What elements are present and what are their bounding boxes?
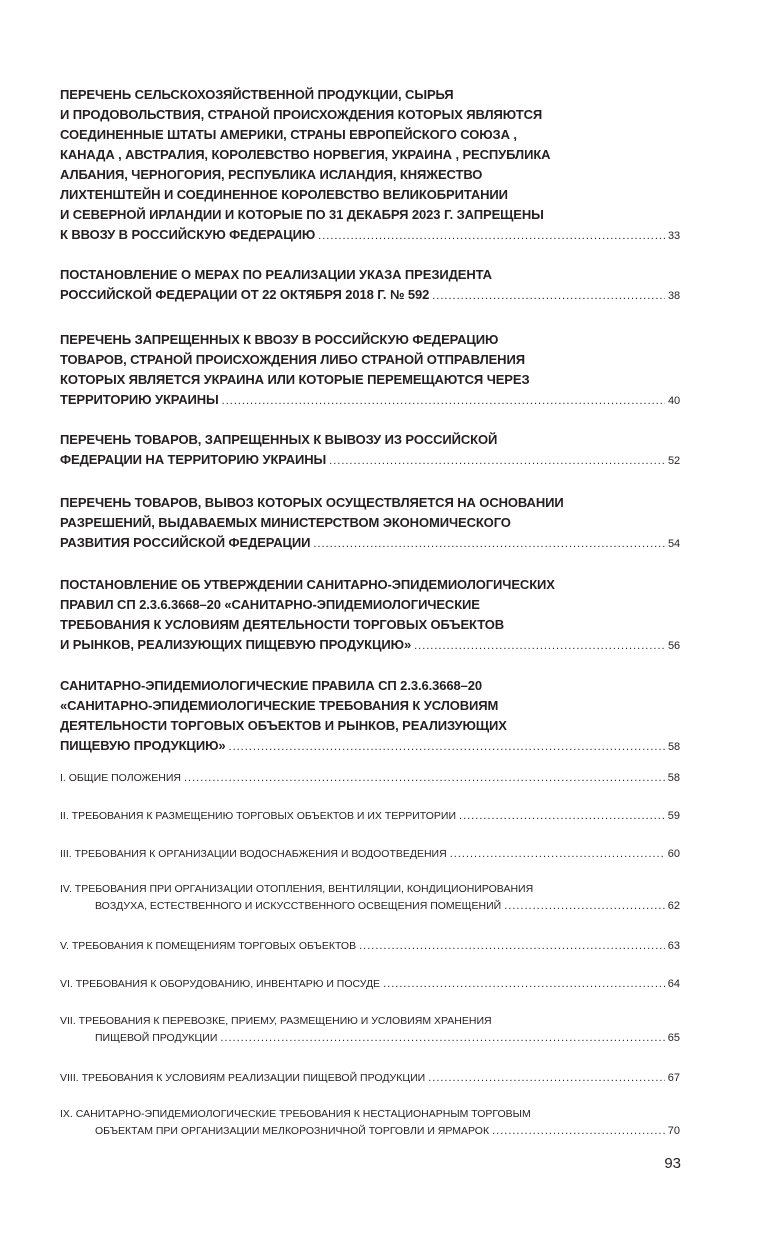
- toc-entry[interactable]: [60, 85, 680, 246]
- toc-entry-title: ПИЩЕВУЮ ПРОДУКЦИЮ»: [60, 738, 226, 753]
- toc-page-number: 63: [667, 940, 680, 952]
- toc-page-number: 58: [667, 741, 680, 753]
- toc-entry[interactable]: [60, 676, 680, 757]
- dot-leader: [229, 737, 665, 757]
- toc-entry[interactable]: [60, 1106, 680, 1140]
- toc-entry-last-line: [60, 846, 680, 863]
- toc-entry-title: I. ОБЩИЕ ПОЛОЖЕНИЯ: [60, 772, 181, 784]
- toc-entry-last-line: [60, 1070, 680, 1087]
- toc-entry-title: II. ТРЕБОВАНИЯ К РАЗМЕЩЕНИЮ ТОРГОВЫХ ОБЪЕКТОВ И ИХ ТЕРРИТОРИИ: [60, 810, 457, 822]
- toc-page-number: 60: [667, 848, 680, 860]
- toc-entry-last-line: [60, 1123, 680, 1140]
- toc-entry-title: К ВВОЗУ В РОССИЙСКУЮ ФЕДЕРАЦИЮ: [60, 227, 316, 242]
- toc-entry-last-line: [60, 225, 680, 246]
- toc-page-number: 54: [667, 538, 680, 550]
- toc-entry-line: САНИТАРНО-ЭПИДЕМИОЛОГИЧЕСКИЕ ПРАВИЛА СП 2.3.6.3668–20: [60, 678, 483, 693]
- toc-entry[interactable]: [60, 938, 680, 955]
- dot-leader: [504, 898, 665, 915]
- toc-entry-title: ОБЪЕКТАМ ПРИ ОРГАНИЗАЦИИ МЕЛКОРОЗНИЧНОЙ ТОРГОВЛИ И ЯРМАРОК: [95, 1125, 490, 1137]
- toc-entry-last-line: [60, 938, 680, 955]
- toc-entry[interactable]: [60, 493, 680, 554]
- toc-entry-last-line: [60, 736, 680, 757]
- toc-page-number: 70: [667, 1125, 680, 1137]
- toc-page-number: 62: [667, 900, 680, 912]
- toc-entry-line: ТОВАРОВ, СТРАНОЙ ПРОИСХОЖДЕНИЯ ЛИБО СТРАНОЙ ОТПРАВЛЕНИЯ: [60, 352, 525, 367]
- toc-entry[interactable]: [60, 430, 680, 471]
- toc-entry-last-line: [60, 770, 680, 787]
- toc-entry-last-line: [60, 976, 680, 993]
- dot-leader: [318, 226, 665, 246]
- toc-entry-last-line: [60, 1030, 680, 1047]
- toc-entry-line: IX. САНИТАРНО-ЭПИДЕМИОЛОГИЧЕСКИЕ ТРЕБОВАНИЯ К НЕСТАЦИОНАРНЫМ ТОРГОВЫМ: [60, 1108, 531, 1120]
- toc-entry-title: ПИЩЕВОЙ ПРОДУКЦИИ: [95, 1032, 218, 1044]
- toc-page-number: 64: [667, 978, 680, 990]
- toc-entry-title: РОССИЙСКОЙ ФЕДЕРАЦИИ ОТ 22 ОКТЯБРЯ 2018 Г. № 592: [60, 287, 430, 302]
- dot-leader: [383, 976, 665, 993]
- toc-entry[interactable]: [60, 1013, 680, 1047]
- toc-entry-last-line: [60, 533, 680, 554]
- dot-leader: [184, 770, 665, 787]
- toc-entry-line: АЛБАНИЯ, ЧЕРНОГОРИЯ, РЕСПУБЛИКА ИСЛАНДИЯ, КНЯЖЕСТВО: [60, 167, 483, 182]
- toc-entry-last-line: [60, 390, 680, 411]
- toc-entry[interactable]: [60, 846, 680, 863]
- toc-entry-line: ДЕЯТЕЛЬНОСТИ ТОРГОВЫХ ОБЪЕКТОВ И РЫНКОВ, РЕАЛИЗУЮЩИХ: [60, 718, 507, 733]
- toc-entry-last-line: [60, 808, 680, 825]
- toc-entry[interactable]: [60, 1070, 680, 1087]
- toc-entry-line: И ПРОДОВОЛЬСТВИЯ, СТРАНОЙ ПРОИСХОЖДЕНИЯ КОТОРЫХ ЯВЛЯЮТСЯ: [60, 107, 543, 122]
- dot-leader: [414, 636, 665, 656]
- toc-entry[interactable]: [60, 976, 680, 993]
- toc-entry-line: ПЕРЕЧЕНЬ ТОВАРОВ, ЗАПРЕЩЕННЫХ К ВЫВОЗУ ИЗ РОССИЙСКОЙ: [60, 432, 498, 447]
- toc-entry-title: VI. ТРЕБОВАНИЯ К ОБОРУДОВАНИЮ, ИНВЕНТАРЮ И ПОСУДЕ: [60, 978, 381, 990]
- toc-entry-line: ПЕРЕЧЕНЬ СЕЛЬСКОХОЗЯЙСТВЕННОЙ ПРОДУКЦИИ, СЫРЬЯ: [60, 87, 454, 102]
- toc-page-number: 40: [667, 395, 680, 407]
- toc-entry-line: КОТОРЫХ ЯВЛЯЕТСЯ УКРАИНА ИЛИ КОТОРЫЕ ПЕРЕМЕЩАЮТСЯ ЧЕРЕЗ: [60, 372, 530, 387]
- page-number: 93: [664, 1155, 681, 1172]
- toc-page-number: 56: [667, 640, 680, 652]
- toc-entry-line: И СЕВЕРНОЙ ИРЛАНДИИ И КОТОРЫЕ ПО 31 ДЕКАБРЯ 2023 Г. ЗАПРЕЩЕНЫ: [60, 207, 544, 222]
- dot-leader: [222, 391, 665, 411]
- toc-entry-line: КАНАДА , АВСТРАЛИЯ, КОРОЛЕВСТВО НОРВЕГИЯ, УКРАИНА , РЕСПУБЛИКА: [60, 147, 551, 162]
- toc-entry-title: РАЗВИТИЯ РОССИЙСКОЙ ФЕДЕРАЦИИ: [60, 535, 311, 550]
- toc-entry-line: ПОСТАНОВЛЕНИЕ ОБ УТВЕРЖДЕНИИ САНИТАРНО-ЭПИДЕМИОЛОГИЧЕСКИХ: [60, 577, 555, 592]
- toc-entry[interactable]: [60, 265, 680, 306]
- toc-entry-line: СОЕДИНЕННЫЕ ШТАТЫ АМЕРИКИ, СТРАНЫ ЕВРОПЕЙСКОГО СОЮЗА ,: [60, 127, 517, 142]
- toc-page-number: 59: [667, 810, 680, 822]
- dot-leader: [459, 808, 665, 825]
- toc-entry[interactable]: [60, 770, 680, 787]
- dot-leader: [428, 1070, 665, 1087]
- toc-page-number: 65: [667, 1032, 680, 1044]
- toc-page-number: 58: [667, 772, 680, 784]
- toc-entry-last-line: [60, 450, 680, 471]
- toc-entry-title: ФЕДЕРАЦИИ НА ТЕРРИТОРИЮ УКРАИНЫ: [60, 452, 327, 467]
- toc-entry-line: ПРАВИЛ СП 2.3.6.3668–20 «САНИТАРНО-ЭПИДЕМИОЛОГИЧЕСКИЕ: [60, 597, 480, 612]
- dot-leader: [359, 938, 665, 955]
- toc-entry-title: И РЫНКОВ, РЕАЛИЗУЮЩИХ ПИЩЕВУЮ ПРОДУКЦИЮ»: [60, 637, 412, 652]
- toc-entry-title: ТЕРРИТОРИЮ УКРАИНЫ: [60, 392, 219, 407]
- toc-entry-line: ПЕРЕЧЕНЬ ТОВАРОВ, ВЫВОЗ КОТОРЫХ ОСУЩЕСТВЛЯЕТСЯ НА ОСНОВАНИИ: [60, 495, 564, 510]
- dot-leader: [450, 846, 665, 863]
- dot-leader: [492, 1123, 665, 1140]
- toc-entry[interactable]: [60, 330, 680, 411]
- toc-entry-line: VII. ТРЕБОВАНИЯ К ПЕРЕВОЗКЕ, ПРИЕМУ, РАЗМЕЩЕНИЮ И УСЛОВИЯМ ХРАНЕНИЯ: [60, 1015, 492, 1027]
- toc-page-number: 52: [667, 455, 680, 467]
- toc-page-number: 67: [667, 1072, 680, 1084]
- dot-leader: [313, 534, 665, 554]
- toc-page-number: 33: [667, 230, 680, 242]
- toc-entry[interactable]: [60, 808, 680, 825]
- toc-page-number: 38: [667, 290, 680, 302]
- toc-entry-title: VIII. ТРЕБОВАНИЯ К УСЛОВИЯМ РЕАЛИЗАЦИИ ПИЩЕВОЙ ПРОДУКЦИИ: [60, 1072, 426, 1084]
- toc-entry-line: ПОСТАНОВЛЕНИЕ О МЕРАХ ПО РЕАЛИЗАЦИИ УКАЗА ПРЕЗИДЕНТА: [60, 267, 492, 282]
- toc-entry-last-line: [60, 898, 680, 915]
- toc-entry-title: III. ТРЕБОВАНИЯ К ОРГАНИЗАЦИИ ВОДОСНАБЖЕНИЯ И ВОДООТВЕДЕНИЯ: [60, 848, 447, 860]
- toc-entry-title: ВОЗДУХА, ЕСТЕСТВЕННОГО И ИСКУССТВЕННОГО ОСВЕЩЕНИЯ ПОМЕЩЕНИЙ: [95, 900, 502, 912]
- dot-leader: [432, 286, 665, 306]
- toc-entry[interactable]: [60, 881, 680, 915]
- toc-entry-line: ПЕРЕЧЕНЬ ЗАПРЕЩЕННЫХ К ВВОЗУ В РОССИЙСКУЮ ФЕДЕРАЦИЮ: [60, 332, 499, 347]
- toc-entry-title: V. ТРЕБОВАНИЯ К ПОМЕЩЕНИЯМ ТОРГОВЫХ ОБЪЕКТОВ: [60, 940, 357, 952]
- toc-entry-line: IV. ТРЕБОВАНИЯ ПРИ ОРГАНИЗАЦИИ ОТОПЛЕНИЯ, ВЕНТИЛЯЦИИ, КОНДИЦИОНИРОВАНИЯ: [60, 883, 534, 895]
- dot-leader: [329, 451, 665, 471]
- toc-entry[interactable]: [60, 575, 680, 656]
- toc-entry-line: ТРЕБОВАНИЯ К УСЛОВИЯМ ДЕЯТЕЛЬНОСТИ ТОРГОВЫХ ОБЪЕКТОВ: [60, 617, 505, 632]
- toc-entry-line: РАЗРЕШЕНИЙ, ВЫДАВАЕМЫХ МИНИСТЕРСТВОМ ЭКОНОМИЧЕСКОГО: [60, 515, 511, 530]
- toc-entry-line: ЛИХТЕНШТЕЙН И СОЕДИНЕННОЕ КОРОЛЕВСТВО ВЕЛИКОБРИТАНИИ: [60, 187, 508, 202]
- toc-entry-line: «САНИТАРНО-ЭПИДЕМИОЛОГИЧЕСКИЕ ТРЕБОВАНИЯ К УСЛОВИЯМ: [60, 698, 499, 713]
- dot-leader: [220, 1030, 664, 1047]
- toc-entry-last-line: [60, 635, 680, 656]
- toc-entry-last-line: [60, 285, 680, 306]
